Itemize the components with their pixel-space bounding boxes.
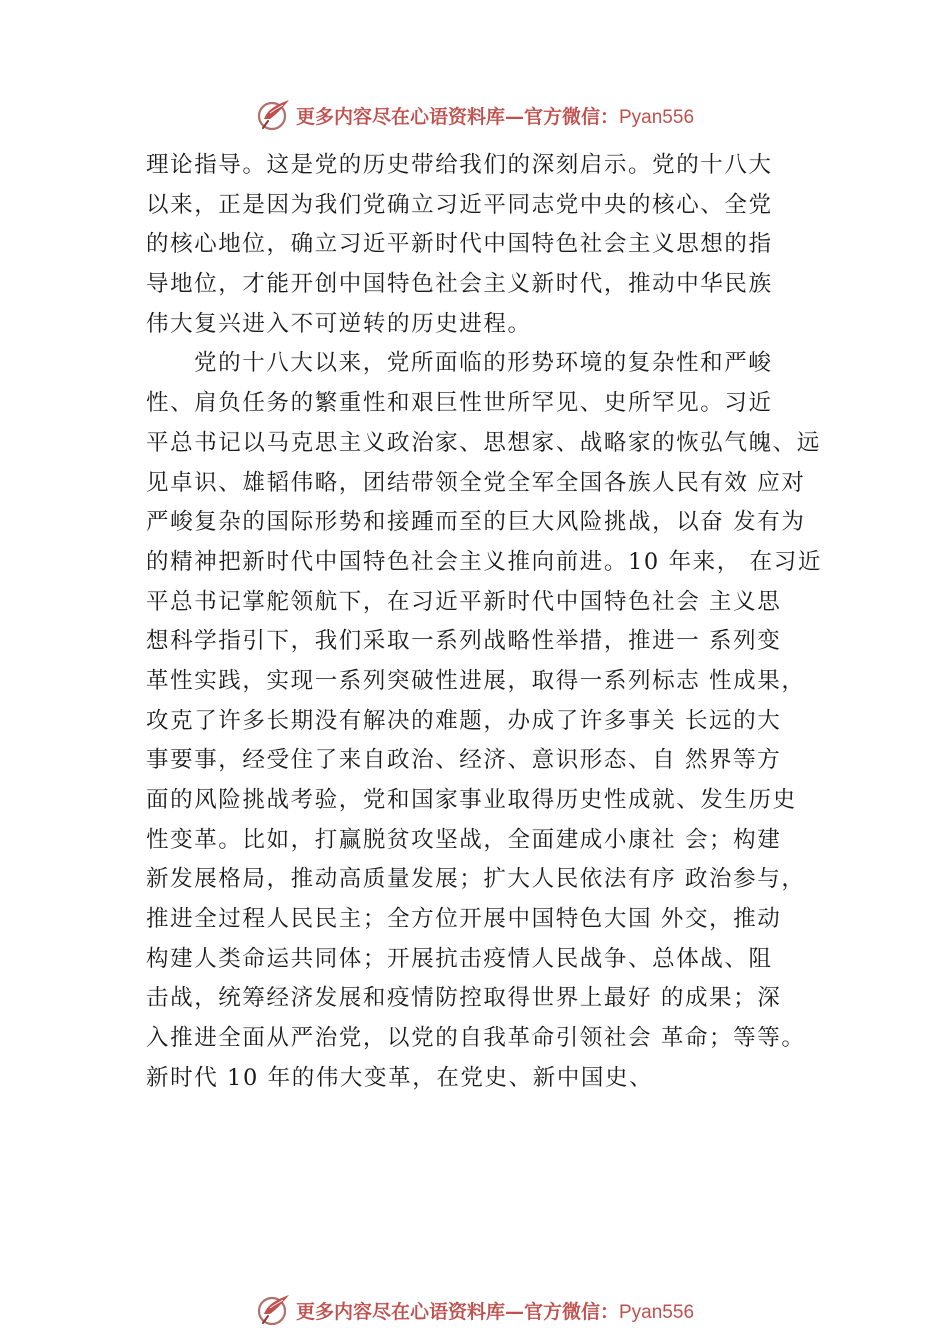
quill-pen-logo-icon bbox=[256, 1292, 292, 1328]
text-line: 理论指导。这是党的历史带给我们的深刻启示。党的十八大 bbox=[146, 152, 773, 178]
text-line: 平总书记以马克思主义政治家、思想家、战略家的恢弘气魄、远 bbox=[146, 429, 821, 456]
header-banner-text bbox=[296, 102, 694, 129]
text-line: 攻克了许多长期没有解决的难题，办成了许多事关 长远的大 bbox=[146, 707, 782, 734]
text-line: 想科学指引下，我们采取一系列战略性举措，推进一 系列变 bbox=[146, 628, 782, 655]
text-line: 性、肩负任务的繁重性和艰巨性世所罕见、史所罕见。习近 bbox=[146, 390, 773, 417]
text-line: 的精神把新时代中国特色社会主义推向前进。10 年来， 在习近 bbox=[146, 548, 822, 575]
text-line: 面的风险挑战考验，党和国家事业取得历史性成就、发生历史 bbox=[146, 787, 797, 813]
text-line: 党的十八大以来，党所面临的形势环境的复杂性和严峻 bbox=[194, 350, 773, 377]
text-line: 伟大复兴进入不可逆转的历史进程。 bbox=[146, 310, 532, 337]
footer-wechat-id: Pyan556 bbox=[619, 1301, 695, 1323]
text-line: 的核心地位，确立习近平新时代中国特色社会主义思想的指 bbox=[146, 231, 773, 258]
text-line: 导地位，才能开创中国特色社会主义新时代，推动中华民族 bbox=[146, 271, 773, 298]
text-line: 构建人类命运共同体；开展抗击疫情人民战争、总体战、阻 bbox=[146, 945, 773, 972]
text-line: 革性实践，实现一系列突破性进展，取得一系列标志 性成果， bbox=[146, 667, 806, 694]
text-line: 新发展格局，推动高质量发展；扩大人民依法有序 政治参与， bbox=[146, 866, 806, 893]
footer-banner-label: 更多内容尽在心语资料库—官方微信： bbox=[295, 1300, 619, 1323]
footer-banner bbox=[0, 1290, 950, 1330]
header-banner-label: 更多内容尽在心语资料库—官方微信： bbox=[295, 105, 619, 128]
text-line: 入推进全面从严治党，以党的自我革命引领社会 革命；等等。 bbox=[146, 1025, 806, 1052]
text-line: 击战，统筹经济发展和疫情防控取得世界上最好 的成果；深 bbox=[146, 985, 782, 1012]
header-wechat-id: Pyan556 bbox=[619, 106, 695, 128]
text-line: 推进全过程人民民主；全方位开展中国特色大国 外交，推动 bbox=[146, 906, 782, 933]
text-line: 严峻复杂的国际形势和接踵而至的巨大风险挑战，以奋 发有为 bbox=[146, 509, 806, 536]
quill-pen-logo-icon bbox=[256, 97, 292, 133]
header-banner bbox=[0, 95, 950, 135]
document-body bbox=[146, 146, 832, 1099]
text-line: 新时代 10 年的伟大变革，在党史、新中国史、 bbox=[146, 1064, 654, 1091]
text-line: 以来，正是因为我们党确立习近平同志党中央的核心、全党 bbox=[146, 191, 773, 218]
text-line: 见卓识、雄韬伟略，团结带领全党全军全国各族人民有效 应对 bbox=[146, 469, 806, 496]
text-line: 事要事，经受住了来自政治、经济、意识形态、自 然界等方 bbox=[146, 747, 782, 774]
text-line: 平总书记掌舵领航下，在习近平新时代中国特色社会 主义思 bbox=[146, 588, 782, 615]
text-line: 性变革。比如，打赢脱贫攻坚战，全面建成小康社 会；构建 bbox=[146, 826, 782, 853]
footer-banner-text bbox=[296, 1297, 694, 1324]
